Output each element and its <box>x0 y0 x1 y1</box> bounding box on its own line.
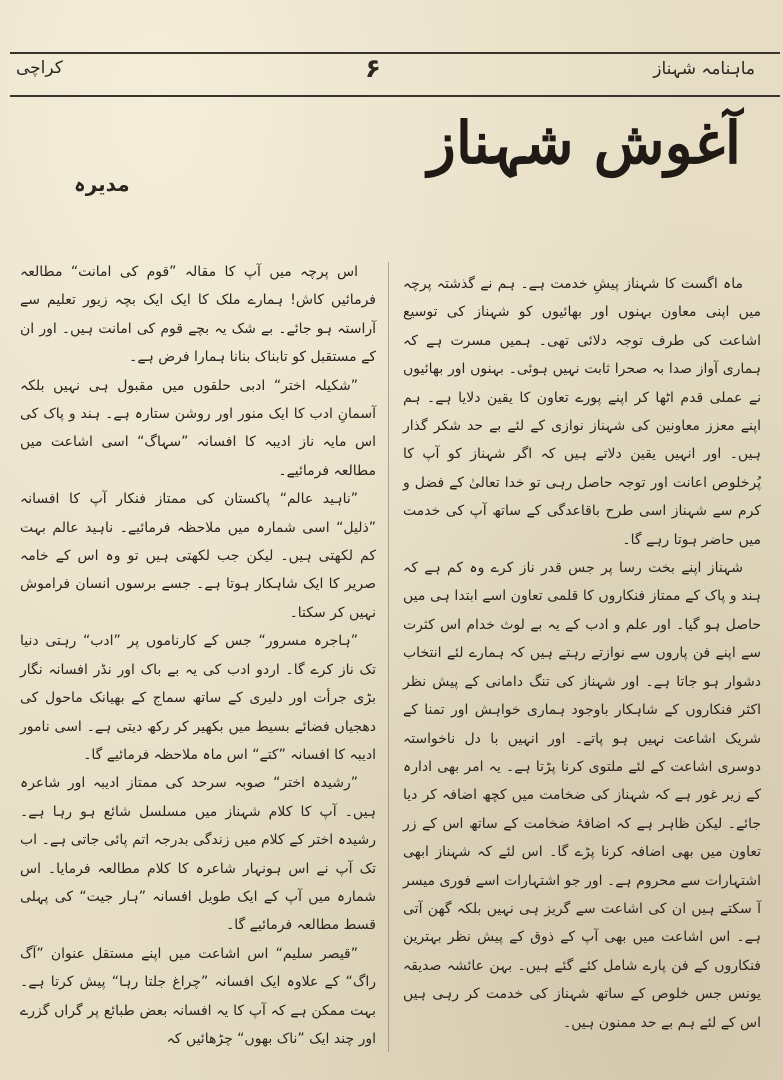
editor-label: مدیرہ <box>74 172 130 196</box>
left-paragraph-3: ”ناہید عالم“ پاکستان کی ممتاز فنکار آپ کا افسانہ ”ذلیل“ اسی شمارہ میں ملاحظہ فرمائیے۔ ناہید عالم بہت کم لکھتی ہیں۔ لیکن جب لکھتی ہیں تو وہ اس کے خامہ صریر کا ایک شاہکار ہوتا ہے۔ جسے برسوں انسان فراموش نہیں کر سکتا۔ <box>20 491 376 621</box>
left-paragraph-6: ”قیصر سلیم“ اس اشاعت میں اپنے مستقل عنوان ”آگ راگ“ کے علاوہ ایک افسانہ ”چراغ جلتا رہا“ پیش کرتا ہے۔ بہت ممکن ہے کہ آپ کا یہ افسانہ بعض طبائع پر گراں گزرے اور چند ایک ”ناک بھوں“ چڑھائیں کہ <box>20 945 376 1047</box>
headline: آغوش شہناز <box>427 109 741 177</box>
left-paragraph-2: ”شکیلہ اختر“ ادبی حلقوں میں مقبول ہی نہیں بلکہ آسمانِ ادب کا ایک منور اور روشن ستارہ ہے۔ ہند و پاک کی اس مایہ ناز ادیبہ کا افسانہ ”سہاگ“ اسی اشاعت میں مطالعہ فرمائیے۔ <box>20 377 376 479</box>
magazine-name: ماہنامہ شہناز <box>653 59 755 79</box>
column-divider <box>388 262 389 1052</box>
right-paragraph-1: ماہ اگست کا شہناز پیشِ خدمت ہے۔ ہم نے گذشتہ پرچہ میں اپنی معاون بہنوں اور بھائیوں کو شہناز کی توسیع اشاعت کی طرف توجہ دلائی تھی۔ ہمیں مسرت ہے کہ ہماری آواز صدا بہ صحرا ثابت نہیں ہوئی۔ بہنوں اور بھائیوں نے عملی قدم اٹھا کر اپنے پورے تعاون کا یقین دلایا ہے۔ ہم اپنے معزز معاونین کی شہناز نوازی کے لئے بے حد شکر گذار ہیں۔ اور انہیں یقین دلاتے ہیں کہ اگر شہناز کو آپ کا پُرخلوص اعانت اور توجہ حاصل رہی تو خدا تعالیٰ کے فضل و کرم سے شہناز اسی طرح باقاعدگی کے ساتھ آپ کی خدمت میں حاضر ہوتا رہے گا۔ <box>403 276 761 548</box>
left-paragraph-1: اس پرچہ میں آپ کا مقالہ ”قوم کی امانت“ مطالعہ فرمائیں کاش! ہمارے ملک کا ایک ایک بچہ زیور تعلیم سے آراستہ ہو جائے۔ بے شک یہ بچے قوم کی امانت ہیں۔ اور ان کے مستقبل کو تابناک بنانا ہمارا فرض ہے۔ <box>20 264 376 366</box>
right-column <box>403 270 761 1037</box>
left-paragraph-5: ”رشیدہ اختر“ صوبہ سرحد کی ممتاز ادیبہ اور شاعرہ ہیں۔ آپ کا کلام شہناز میں مسلسل شائع ہو رہا ہے۔ رشیدہ اختر کے کلام میں زندگی بدرجہ اتم پائی جاتی ہے۔ اب تک آپ نے اس ہونہار شاعرہ کا کلام مطالعہ فرمایا۔ اس شمارہ میں آپ کے ایک طویل افسانہ ”ہار جیت“ کی پہلی قسط مطالعہ فرمائیے گا۔ <box>20 775 376 934</box>
header-top-rule <box>10 52 780 54</box>
right-paragraph-2: شہناز اپنے بخت رسا پر جس قدر ناز کرے وہ کم ہے کہ ہند و پاک کے ممتاز فنکاروں کا قلمی تعاون اسے ابتدا ہی میں حاصل ہو گیا۔ اور علم و ادب کے یہ بے لوث خدام اس کثرت سے اپنے فن پاروں سے نوازتے رہتے ہیں کہ ہمارے لئے انتخاب دشوار ہو جاتا ہے۔ اور شہناز کی تنگ دامانی کے پیش نظر اکثر فنکاروں کے شاہکار باوجود ہماری خواہش اور تمنا کے شریک اشاعت نہیں ہو پاتے۔ اور انہیں با دل ناخواستہ دوسری اشاعت کے لئے ملتوی کرنا پڑتا ہے۔ یہ امر بھی ادارہ کے زیر غور ہے کہ شہناز کی ضخامت میں کچھ اضافہ کر دیا جائے۔ لیکن ظاہر ہے کہ اضافۂ ضخامت کے ساتھ اس کے زر تعاون میں بھی اضافہ کرنا پڑے گا۔ اس لئے کہ شہناز ابھی اشتہارات سے محروم ہے۔ اور جو اشتہارات اسے فوری میسر آ سکتے ہیں ان کی اشاعت سے گریز ہی نہیں بلکہ گھن آتی ہے۔ اس اشاعت میں بھی آپ کے ذوق کے پیش نظر بہترین فنکاروں کے فن پارے شامل کئے گئے ہیں۔ بہن عائشہ صدیقہ یونس جس خلوص کے ساتھ شہناز کی خدمت کر رہی ہیں اس کے لئے ہم بے حد ممنون ہیں۔ <box>403 560 761 1031</box>
left-column <box>20 258 376 1053</box>
city-name: کراچی <box>16 58 63 78</box>
header-bottom-rule <box>10 95 780 97</box>
left-paragraph-4: ”ہاجرہ مسرور“ جس کے کارناموں پر ”ادب“ رہتی دنیا تک ناز کرے گا۔ اردو ادب کی یہ بے باک اور نڈر افسانہ نگار بڑی جرأت اور دلیری کے ساتھ سماج کے بھیانک ماحول کی دھجیاں فضائے بسیط میں بکھیر کر رکھ دیتی ہے۔ اسی نامور ادیبہ کا افسانہ ”کتے“ اس ماہ ملاحظہ فرمائیے گا۔ <box>20 633 376 763</box>
page-number: ۶ <box>365 54 381 84</box>
